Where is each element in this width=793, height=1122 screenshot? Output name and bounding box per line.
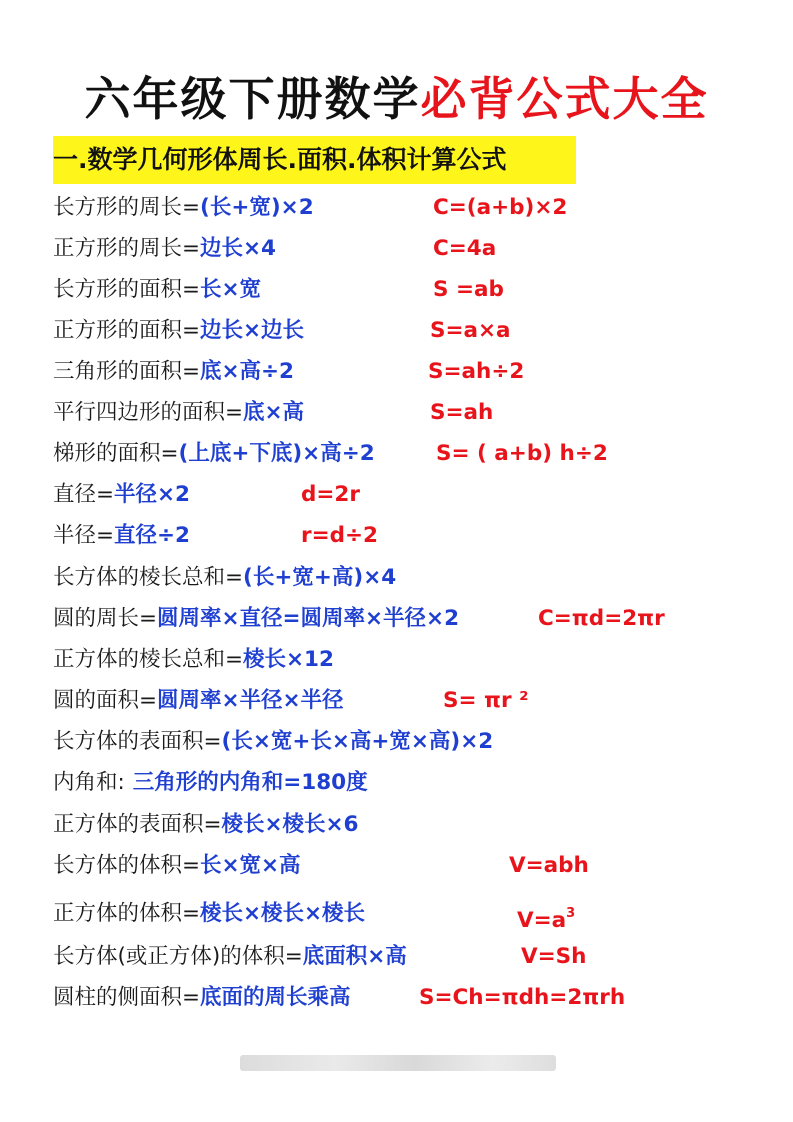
formula-symbol: S=ah <box>430 400 494 425</box>
formula-label: 圆的面积= <box>53 688 158 713</box>
formula-row <box>53 684 344 718</box>
formula-value: 直径÷2 <box>114 523 190 548</box>
section-header: 一.数学几何形体周长.面积.体积计算公式 <box>53 136 576 184</box>
formula-label: 长方体(或正方体)的体积= <box>53 944 303 969</box>
formula-value: 底×高 <box>243 400 305 425</box>
title-part-red: 必背公式大全 <box>420 72 709 126</box>
formula-label: 梯形的面积= <box>53 441 179 466</box>
formula-label: 正方体的棱长总和= <box>53 647 244 672</box>
formula-value: 半径×2 <box>114 482 190 507</box>
formula-symbol: C=4a <box>433 236 497 261</box>
formula-value: 底面的周长乘高 <box>200 985 351 1010</box>
formula-label: 正方体的体积= <box>53 901 201 926</box>
formula-label: 长方形的周长= <box>53 195 201 220</box>
formula-value: 长×宽×高 <box>200 853 301 878</box>
formula-value: (长+宽)×2 <box>200 195 314 220</box>
formula-row <box>53 519 190 553</box>
formula-row <box>53 981 351 1015</box>
formula-symbol: S =ab <box>433 277 504 302</box>
formula-value: (上底+下底)×高÷2 <box>178 441 375 466</box>
formula-value: 圆周率×半径×半径 <box>157 688 344 713</box>
formula-symbol: C=(a+b)×2 <box>433 195 568 220</box>
formula-value: 棱长×棱长×棱长 <box>200 901 366 926</box>
formula-label: 正方形的面积= <box>53 318 201 343</box>
formula-row <box>53 897 365 931</box>
formula-label: 半径= <box>53 523 115 548</box>
formula-label: 长方形的面积= <box>53 277 201 302</box>
formula-row <box>53 849 301 883</box>
formula-symbol: C=πd=2πr <box>538 606 665 631</box>
formula-row <box>53 355 294 389</box>
formula-value: 棱长×12 <box>243 647 334 672</box>
formula-value: 底面积×高 <box>302 944 407 969</box>
formula-row <box>53 561 396 595</box>
formula-row <box>53 602 459 636</box>
blurred-watermark <box>240 1055 556 1071</box>
formula-row <box>53 766 368 800</box>
formula-symbol: S= ( a+b) h÷2 <box>436 441 608 466</box>
formula-symbol-exponent: 3 <box>566 906 576 921</box>
formula-value: 底×高÷2 <box>200 359 295 384</box>
formula-row <box>53 232 276 266</box>
formula-row <box>53 808 359 842</box>
formula-value: 边长×边长 <box>200 318 305 343</box>
formula-label: 长方体的棱长总和= <box>53 565 244 590</box>
formula-row <box>53 643 334 677</box>
formula-symbol: S=Ch=πdh=2πrh <box>419 985 626 1010</box>
formula-row <box>53 314 304 348</box>
formula-row <box>53 437 375 471</box>
formula-label: 平行四边形的面积= <box>53 400 244 425</box>
formula-label: 正方体的表面积= <box>53 812 222 837</box>
formula-symbol: d=2r <box>301 482 360 507</box>
page-title <box>0 66 793 132</box>
formula-label: 内角和: <box>53 770 125 795</box>
formula-value: 边长×4 <box>200 236 276 261</box>
formula-symbol: S=ah÷2 <box>428 359 525 384</box>
formula-value: 三角形的内角和=180度 <box>132 770 368 795</box>
formula-symbol: S=a×a <box>430 318 511 343</box>
title-part-black: 六年级下册数学 <box>84 72 421 126</box>
formula-symbol: V=abh <box>509 853 589 878</box>
formula-value: 长×宽 <box>200 277 262 302</box>
formula-row <box>53 191 314 225</box>
formula-symbol: V=Sh <box>521 944 587 969</box>
formula-label: 三角形的面积= <box>53 359 201 384</box>
formula-symbol: r=d÷2 <box>301 523 378 548</box>
formula-value: (长+宽+高)×4 <box>243 565 397 590</box>
formula-symbol: S= πr ² <box>443 688 529 713</box>
formula-value: 棱长×棱长×6 <box>221 812 359 837</box>
formula-row <box>53 396 304 430</box>
formula-value: (长×宽+长×高+宽×高)×2 <box>221 729 494 754</box>
formula-label: 长方体的表面积= <box>53 729 222 754</box>
formula-label: 圆的周长= <box>53 606 158 631</box>
formula-label: 直径= <box>53 482 115 507</box>
formula-label: 圆柱的侧面积= <box>53 985 201 1010</box>
formula-label: 长方体的体积= <box>53 853 201 878</box>
formula-symbol-base: V=a <box>517 908 567 933</box>
formula-symbol <box>517 897 575 931</box>
formula-label: 正方形的周长= <box>53 236 201 261</box>
formula-row <box>53 940 407 974</box>
formula-row <box>53 478 190 512</box>
formula-value: 圆周率×直径=圆周率×半径×2 <box>157 606 460 631</box>
formula-row <box>53 273 261 307</box>
formula-row <box>53 725 493 759</box>
